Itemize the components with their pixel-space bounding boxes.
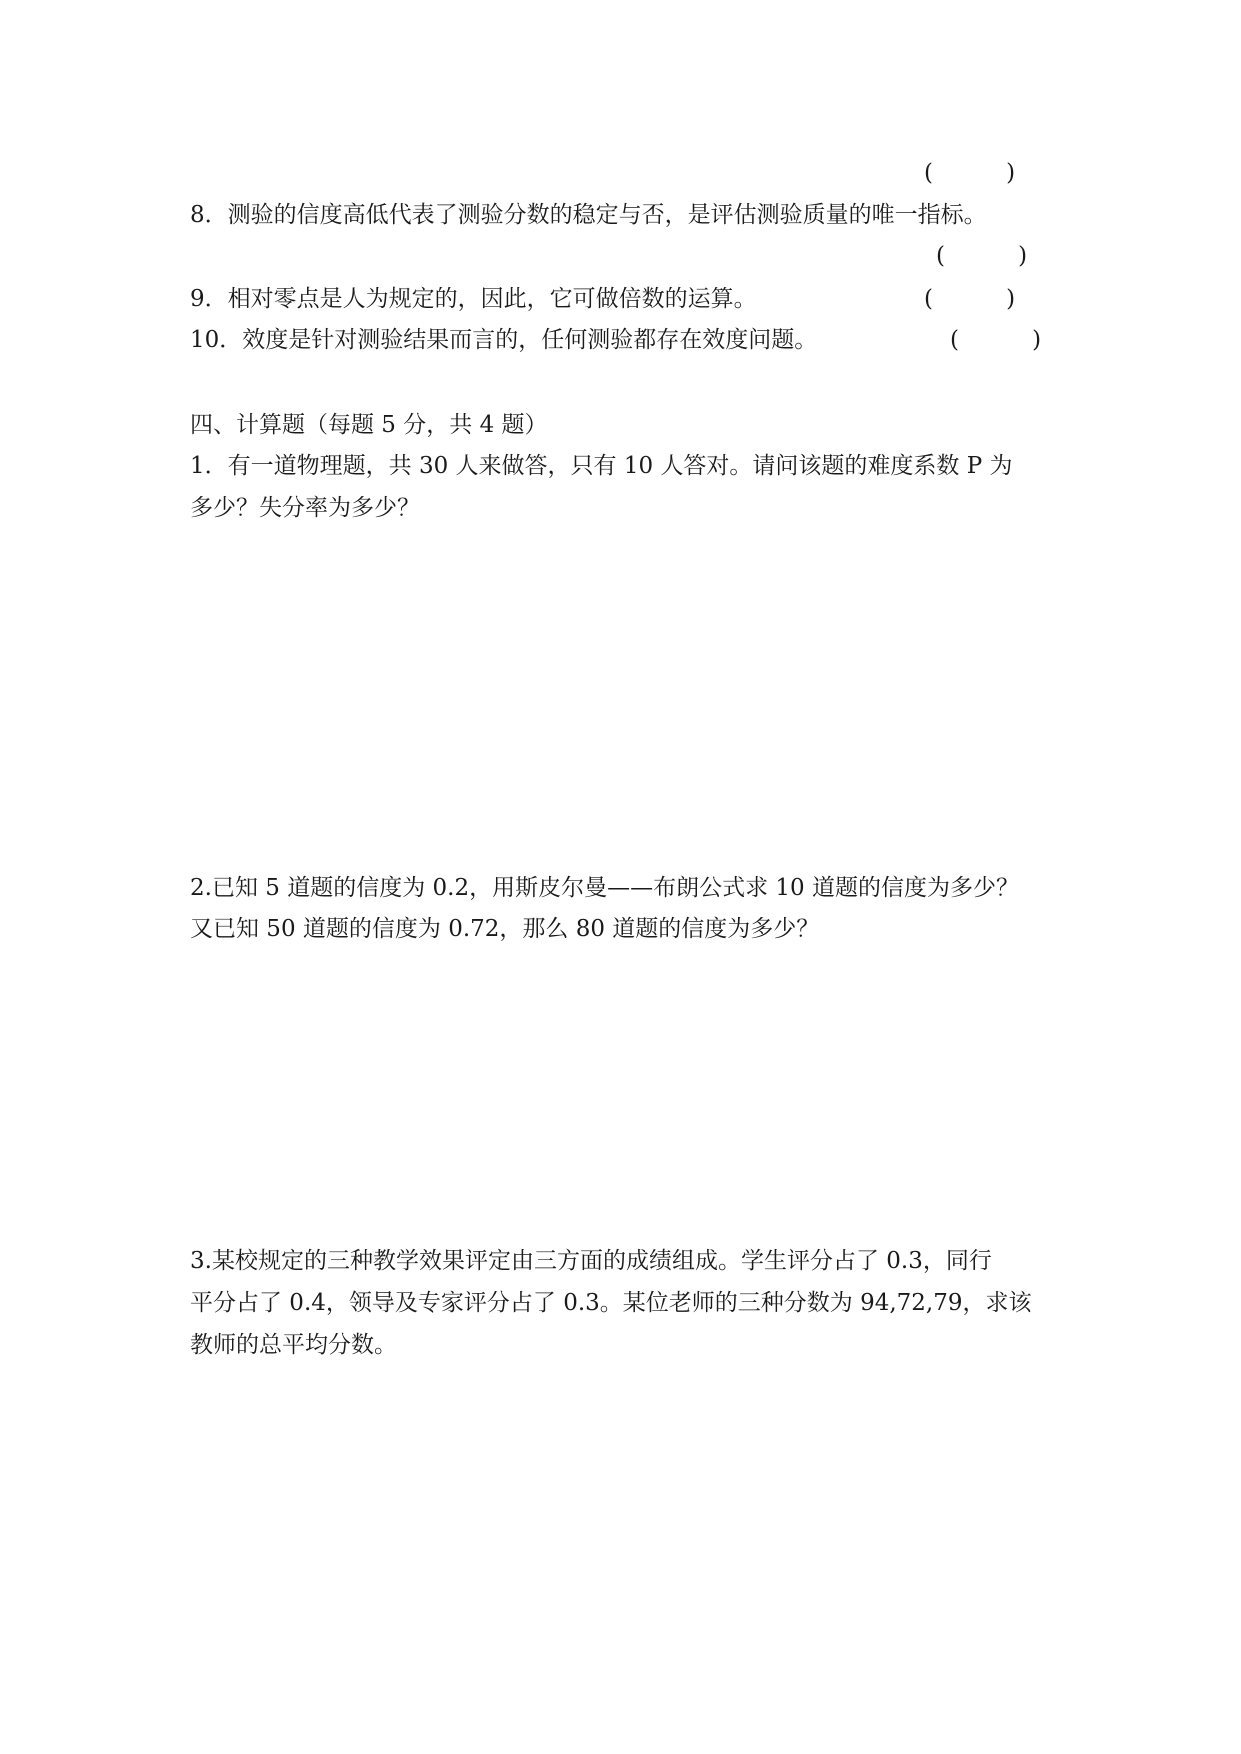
question-1-line-2: 多少？失分率为多少？	[190, 495, 420, 521]
answer-bracket-7: ( )	[924, 160, 1016, 186]
section-heading-calculation: 四、计算题（每题 5 分，共 4 题）	[190, 412, 548, 438]
answer-bracket-10: ( )	[950, 327, 1042, 353]
answer-bracket-8: ( )	[936, 243, 1028, 269]
question-2-line-2: 又已知 50 道题的信度为 0.72，那么 80 道题的信度为多少？	[190, 916, 820, 942]
judgment-item-10: 10．效度是针对测验结果而言的，任何测验都存在效度问题。	[190, 327, 818, 353]
question-2-line-1: 2.已知 5 道题的信度为 0.2，用斯皮尔曼——布朗公式求 10 道题的信度为多少？	[190, 875, 1019, 901]
answer-bracket-9: ( )	[924, 286, 1016, 312]
judgment-item-8: 8．测验的信度高低代表了测验分数的稳定与否，是评估测验质量的唯一指标。	[190, 202, 987, 228]
question-3-line-1: 3.某校规定的三种教学效果评定由三方面的成绩组成。学生评分占了 0.3，同行	[190, 1248, 992, 1274]
question-3-line-3: 教师的总平均分数。	[190, 1332, 397, 1358]
question-3-line-2: 平分占了 0.4，领导及专家评分占了 0.3。某位老师的三种分数为 94,72,79，求该	[190, 1290, 1032, 1316]
judgment-item-9: 9．相对零点是人为规定的，因此，它可做倍数的运算。	[190, 286, 757, 312]
question-1-line-1: 1．有一道物理题，共 30 人来做答，只有 10 人答对。请问该题的难度系数 P 为	[190, 453, 1013, 479]
